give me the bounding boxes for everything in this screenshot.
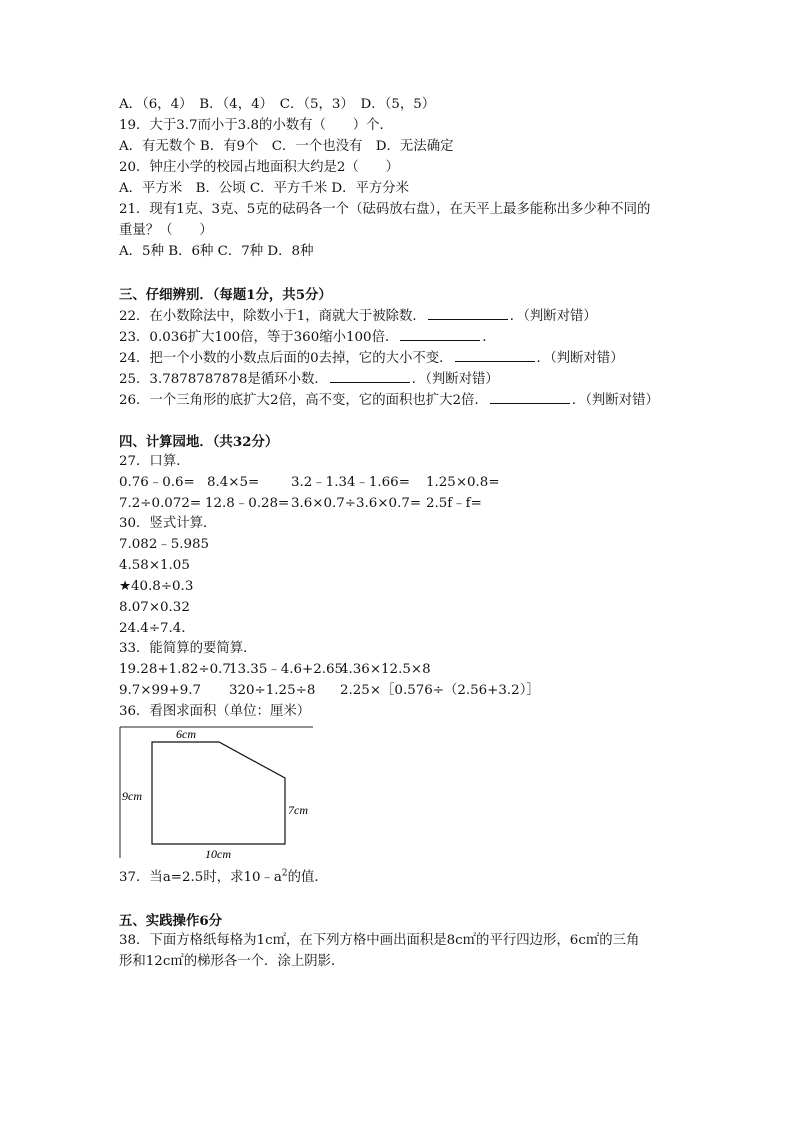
oral-item: 2.5f﹣f= [426,496,482,511]
q30-text: 30．竖式计算． [119,516,217,531]
pentagon-shape [152,742,285,844]
q36-text: 36．看图求面积（单位：厘米） [119,704,311,719]
vertical-item: 7.082﹣5.985 [119,537,210,552]
simplify-item: 4.36×12.5×8 [340,662,431,677]
simplify-item: 13.35﹣4.6+2.65 [229,662,344,677]
oral-item: 7.2÷0.072= [119,496,202,511]
oral-item: 3.6×0.7÷3.6×0.7= [291,496,422,511]
q23-answer-blank[interactable] [400,328,480,341]
simplify-item: 320÷1.25÷8 [229,683,316,698]
simplify-item: 19.28+1.82÷0.7 [119,662,231,677]
q36-figure [118,724,318,864]
q22-answer-blank[interactable] [428,307,508,320]
q26-text: 26．一个三角形的底扩大2倍，高不变，它的面积也扩大2倍． [119,393,488,408]
q37-text: 37．当a=2.5时，求10﹣a [119,870,282,885]
q25-answer-blank[interactable] [330,370,410,383]
q38-text-line1: 38．下面方格纸每格为1c㎡，在下列方格中画出面积是8c㎡的平行四边形，6c㎡的三角 [119,933,640,948]
q37-suffix: 的值． [287,870,328,885]
q20-text: 20．钟庄小学的校园占地面积大约是2（ ） [119,160,399,175]
q19-options: A．有无数个 B．有9个 C．一个也没有 D．无法确定 [119,139,454,154]
section-5-heading: 五、实践操作6分 [119,913,223,929]
q26-suffix: ．（判断对错） [571,393,659,408]
q24-text: 24．把一个小数的小数点后面的0去掉，它的大小不变． [119,351,453,366]
oral-item: 0.76﹣0.6= [119,475,195,490]
q22 [119,307,597,325]
oral-item: 8.4×5= [207,475,260,490]
simplify-item: 2.25×［0.576÷（2.56+3.2）］ [340,683,540,698]
simplify-row-2 [119,683,540,699]
section-4-heading: 四、计算园地．（共32分） [119,434,279,450]
oral-item: 1.25×0.8= [426,475,500,490]
oral-row-1 [119,475,500,491]
q18-options: A．（6，4） B．（4，4） C．（5，3） D．（5，5） [119,97,436,112]
q23 [119,328,496,346]
oral-item: 3.2﹣1.34﹣1.66= [291,475,410,490]
vertical-item: ★40.8÷0.3 [119,579,194,594]
q23-text: 23．0.036扩大100倍，等于360缩小100倍． [119,330,399,345]
q19-text: 19．大于3.7而小于3.8的小数有（ ）个． [119,118,393,133]
q24-suffix: ．（判断对错） [536,351,624,366]
label-bottom: 10cm [205,847,231,861]
q24-answer-blank[interactable] [455,349,535,362]
q37-exponent: 2 [281,868,288,879]
q26 [119,391,659,409]
oral-row-2 [119,496,482,512]
simplify-item: 9.7×99+9.7 [119,683,202,698]
simplify-row-1 [119,662,431,678]
q23-suffix: ． [482,330,496,345]
q21-text-line2: 重量？（ ） [119,223,213,238]
q25 [119,370,499,388]
vertical-item: 24.4÷7.4． [119,621,195,636]
vertical-item: 8.07×0.32 [119,600,190,615]
q20-options: A．平方米 B．公顷 C．平方千米 D．平方分米 [119,181,410,196]
q27-text: 27．口算． [119,454,190,469]
section-3-heading: 三、仔细辨别．（每题1分，共5分） [119,287,332,303]
label-top: 6cm [176,727,196,741]
label-right: 7cm [288,803,308,817]
q37 [119,870,328,886]
vertical-item: 4.58×1.05 [119,558,190,573]
q38-text-line2: 形和12c㎡的梯形各一个．涂上阴影． [119,954,345,969]
q33-text: 33．能简算的要简算． [119,641,257,656]
q25-text: 25．3.7878787878是循环小数． [119,372,328,387]
oral-item: 12.8﹣0.28= [205,496,290,511]
q25-suffix: ．（判断对错） [411,372,499,387]
q26-answer-blank[interactable] [490,391,570,404]
q24 [119,349,624,367]
q21-options: A．5种 B．6种 C．7种 D．8种 [119,244,314,259]
q21-text-line1: 21．现有1克、3克、5克的砝码各一个（砝码放右盘），在天平上最多能称出多少种不同的 [119,202,651,217]
label-left: 9cm [122,789,142,803]
q22-text: 22．在小数除法中，除数小于1，商就大于被除数． [119,309,426,324]
q22-suffix: ．（判断对错） [509,309,597,324]
